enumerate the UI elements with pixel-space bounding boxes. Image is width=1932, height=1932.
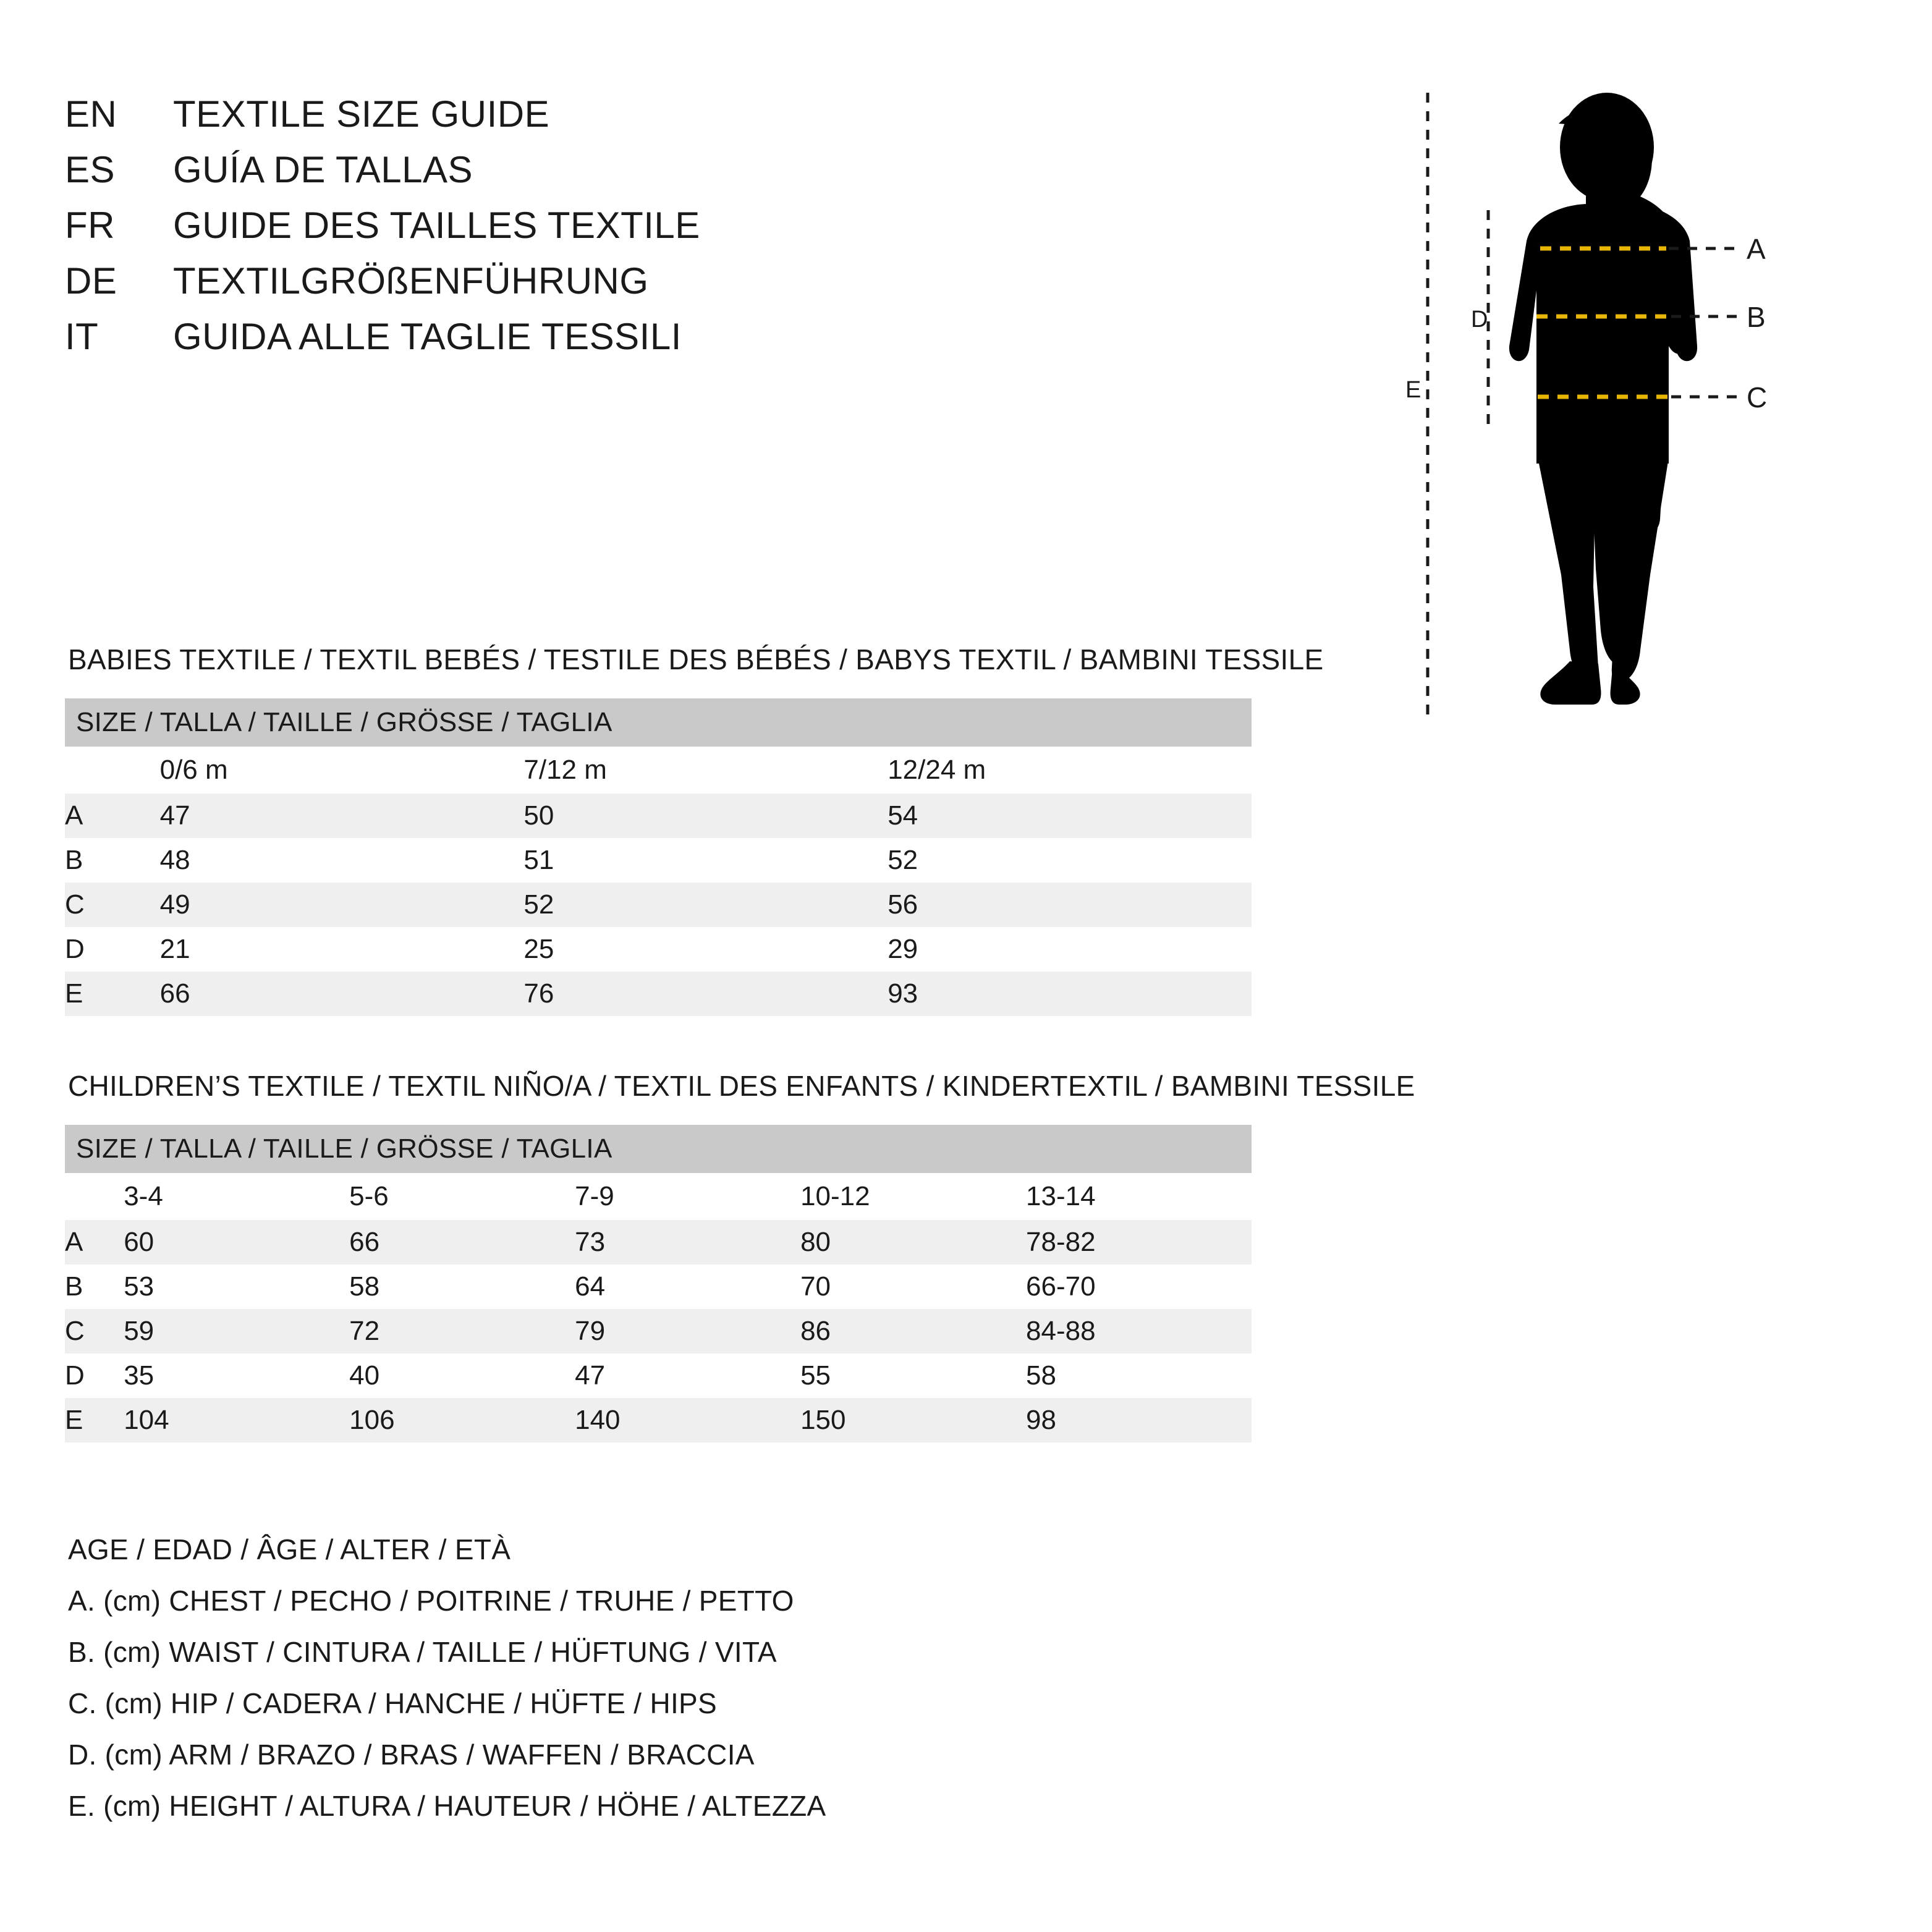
figure-label-d: D xyxy=(1471,307,1488,333)
children-col-0: 3-4 xyxy=(124,1173,349,1220)
children-a-0: 60 xyxy=(124,1220,349,1265)
table-banner-row xyxy=(65,698,1252,747)
babies-a-0: 47 xyxy=(160,794,524,838)
children-e-0: 104 xyxy=(124,1398,349,1443)
children-b-2: 64 xyxy=(575,1265,800,1309)
figure-label-b: B xyxy=(1747,301,1766,333)
children-a-3: 80 xyxy=(800,1220,1026,1265)
babies-row-label-c: C xyxy=(65,883,160,927)
title-text-it: GUIDA ALLE TAGLIE TESSILI xyxy=(173,316,682,357)
children-d-0: 35 xyxy=(124,1354,349,1398)
babies-b-2: 52 xyxy=(888,838,1252,883)
children-b-1: 58 xyxy=(349,1265,575,1309)
babies-col-2: 12/24 m xyxy=(888,747,1252,794)
title-lang-en: EN xyxy=(65,93,117,135)
babies-a-1: 50 xyxy=(523,794,888,838)
children-c-1: 72 xyxy=(349,1309,575,1354)
table-banner-row xyxy=(65,1125,1252,1173)
babies-d-1: 25 xyxy=(523,927,888,972)
children-banner-label: SIZE / TALLA / TAILLE / GRÖSSE / TAGLIA xyxy=(65,1125,1252,1173)
babies-b-1: 51 xyxy=(523,838,888,883)
children-b-0: 53 xyxy=(124,1265,349,1309)
babies-banner-label: SIZE / TALLA / TAILLE / GRÖSSE / TAGLIA xyxy=(65,698,1252,747)
children-c-4: 84-88 xyxy=(1026,1309,1252,1354)
children-c-0: 59 xyxy=(124,1309,349,1354)
babies-a-2: 54 xyxy=(888,794,1252,838)
babies-c-0: 49 xyxy=(160,883,524,927)
table-row xyxy=(65,927,1252,972)
babies-col-1: 7/12 m xyxy=(523,747,888,794)
children-row-label-a: A xyxy=(65,1220,124,1265)
table-header-row xyxy=(65,1173,1252,1220)
children-row-label-b: B xyxy=(65,1265,124,1309)
children-col-1: 5-6 xyxy=(349,1173,575,1220)
title-text-fr: GUIDE DES TAILLES TEXTILE xyxy=(173,205,700,246)
legend-height: E. (cm) HEIGHT / ALTURA / HAUTEUR / HÖHE / ALTEZZA xyxy=(68,1790,826,1822)
children-col-2: 7-9 xyxy=(575,1173,800,1220)
babies-size-table xyxy=(65,698,1252,1016)
title-row-it xyxy=(65,315,1054,371)
children-a-1: 66 xyxy=(349,1220,575,1265)
table-row xyxy=(65,838,1252,883)
babies-section-heading: BABIES TEXTILE / TEXTIL BEBÉS / TESTILE DES BÉBÉS / BABYS TEXTIL / BAMBINI TESSILE xyxy=(68,643,1324,676)
legend-hip: C. (cm) HIP / CADERA / HANCHE / HÜFTE / HIPS xyxy=(68,1687,718,1719)
title-row-es xyxy=(65,148,1054,204)
children-e-1: 106 xyxy=(349,1398,575,1443)
babies-b-0: 48 xyxy=(160,838,524,883)
legend-arm: D. (cm) ARM / BRAZO / BRAS / WAFFEN / BRACCIA xyxy=(68,1739,755,1771)
children-c-2: 79 xyxy=(575,1309,800,1354)
title-row-en xyxy=(65,93,1054,148)
babies-c-2: 56 xyxy=(888,883,1252,927)
title-block xyxy=(65,93,1054,371)
legend-age: AGE / EDAD / ÂGE / ALTER / ETÀ xyxy=(68,1533,511,1566)
children-d-2: 47 xyxy=(575,1354,800,1398)
children-c-3: 86 xyxy=(800,1309,1026,1354)
figure-label-a: A xyxy=(1747,233,1766,265)
table-row xyxy=(65,1220,1252,1265)
children-d-1: 40 xyxy=(349,1354,575,1398)
babies-c-1: 52 xyxy=(523,883,888,927)
babies-row-label-b: B xyxy=(65,838,160,883)
children-e-3: 150 xyxy=(800,1398,1026,1443)
table-header-row xyxy=(65,747,1252,794)
title-lang-it: IT xyxy=(65,316,99,357)
babies-d-0: 21 xyxy=(160,927,524,972)
children-col-3: 10-12 xyxy=(800,1173,1026,1220)
figure-label-c: C xyxy=(1747,381,1768,413)
title-text-de: TEXTILGRÖßENFÜHRUNG xyxy=(173,260,649,302)
legend-waist: B. (cm) WAIST / CINTURA / TAILLE / HÜFTUNG / VITA xyxy=(68,1636,777,1668)
children-size-table xyxy=(65,1125,1252,1443)
children-a-4: 78-82 xyxy=(1026,1220,1252,1265)
children-d-3: 55 xyxy=(800,1354,1026,1398)
children-a-2: 73 xyxy=(575,1220,800,1265)
children-row-label-c: C xyxy=(65,1309,124,1354)
babies-row-label-e: E xyxy=(65,972,160,1016)
babies-e-1: 76 xyxy=(523,972,888,1016)
legend-chest: A. (cm) CHEST / PECHO / POITRINE / TRUHE / PETTO xyxy=(68,1585,794,1617)
children-b-3: 70 xyxy=(800,1265,1026,1309)
table-row xyxy=(65,1398,1252,1443)
children-row-label-d: D xyxy=(65,1354,124,1398)
header-corner xyxy=(65,1173,124,1220)
title-lang-fr: FR xyxy=(65,205,115,246)
children-row-label-e: E xyxy=(65,1398,124,1443)
title-text-en: TEXTILE SIZE GUIDE xyxy=(173,93,550,135)
table-row xyxy=(65,794,1252,838)
title-text-es: GUÍA DE TALLAS xyxy=(173,149,473,190)
measurement-figure xyxy=(1405,87,1873,785)
measurement-legend xyxy=(68,1533,1180,1841)
babies-e-2: 93 xyxy=(888,972,1252,1016)
header-corner xyxy=(65,747,160,794)
babies-e-0: 66 xyxy=(160,972,524,1016)
babies-row-label-a: A xyxy=(65,794,160,838)
children-col-4: 13-14 xyxy=(1026,1173,1252,1220)
table-row xyxy=(65,883,1252,927)
children-e-4: 98 xyxy=(1026,1398,1252,1443)
table-row xyxy=(65,1265,1252,1309)
table-row xyxy=(65,972,1252,1016)
title-lang-de: DE xyxy=(65,260,117,302)
title-row-de xyxy=(65,260,1054,315)
children-section-heading: CHILDREN’S TEXTILE / TEXTIL NIÑO/A / TEXTIL DES ENFANTS / KINDERTEXTIL / BAMBINI TESSILE xyxy=(68,1070,1415,1102)
title-lang-es: ES xyxy=(65,149,116,190)
table-row xyxy=(65,1309,1252,1354)
babies-col-0: 0/6 m xyxy=(160,747,524,794)
title-row-fr xyxy=(65,204,1054,260)
children-d-4: 58 xyxy=(1026,1354,1252,1398)
table-row xyxy=(65,1354,1252,1398)
babies-d-2: 29 xyxy=(888,927,1252,972)
figure-label-e: E xyxy=(1405,377,1421,403)
children-e-2: 140 xyxy=(575,1398,800,1443)
babies-row-label-d: D xyxy=(65,927,160,972)
children-b-4: 66-70 xyxy=(1026,1265,1252,1309)
